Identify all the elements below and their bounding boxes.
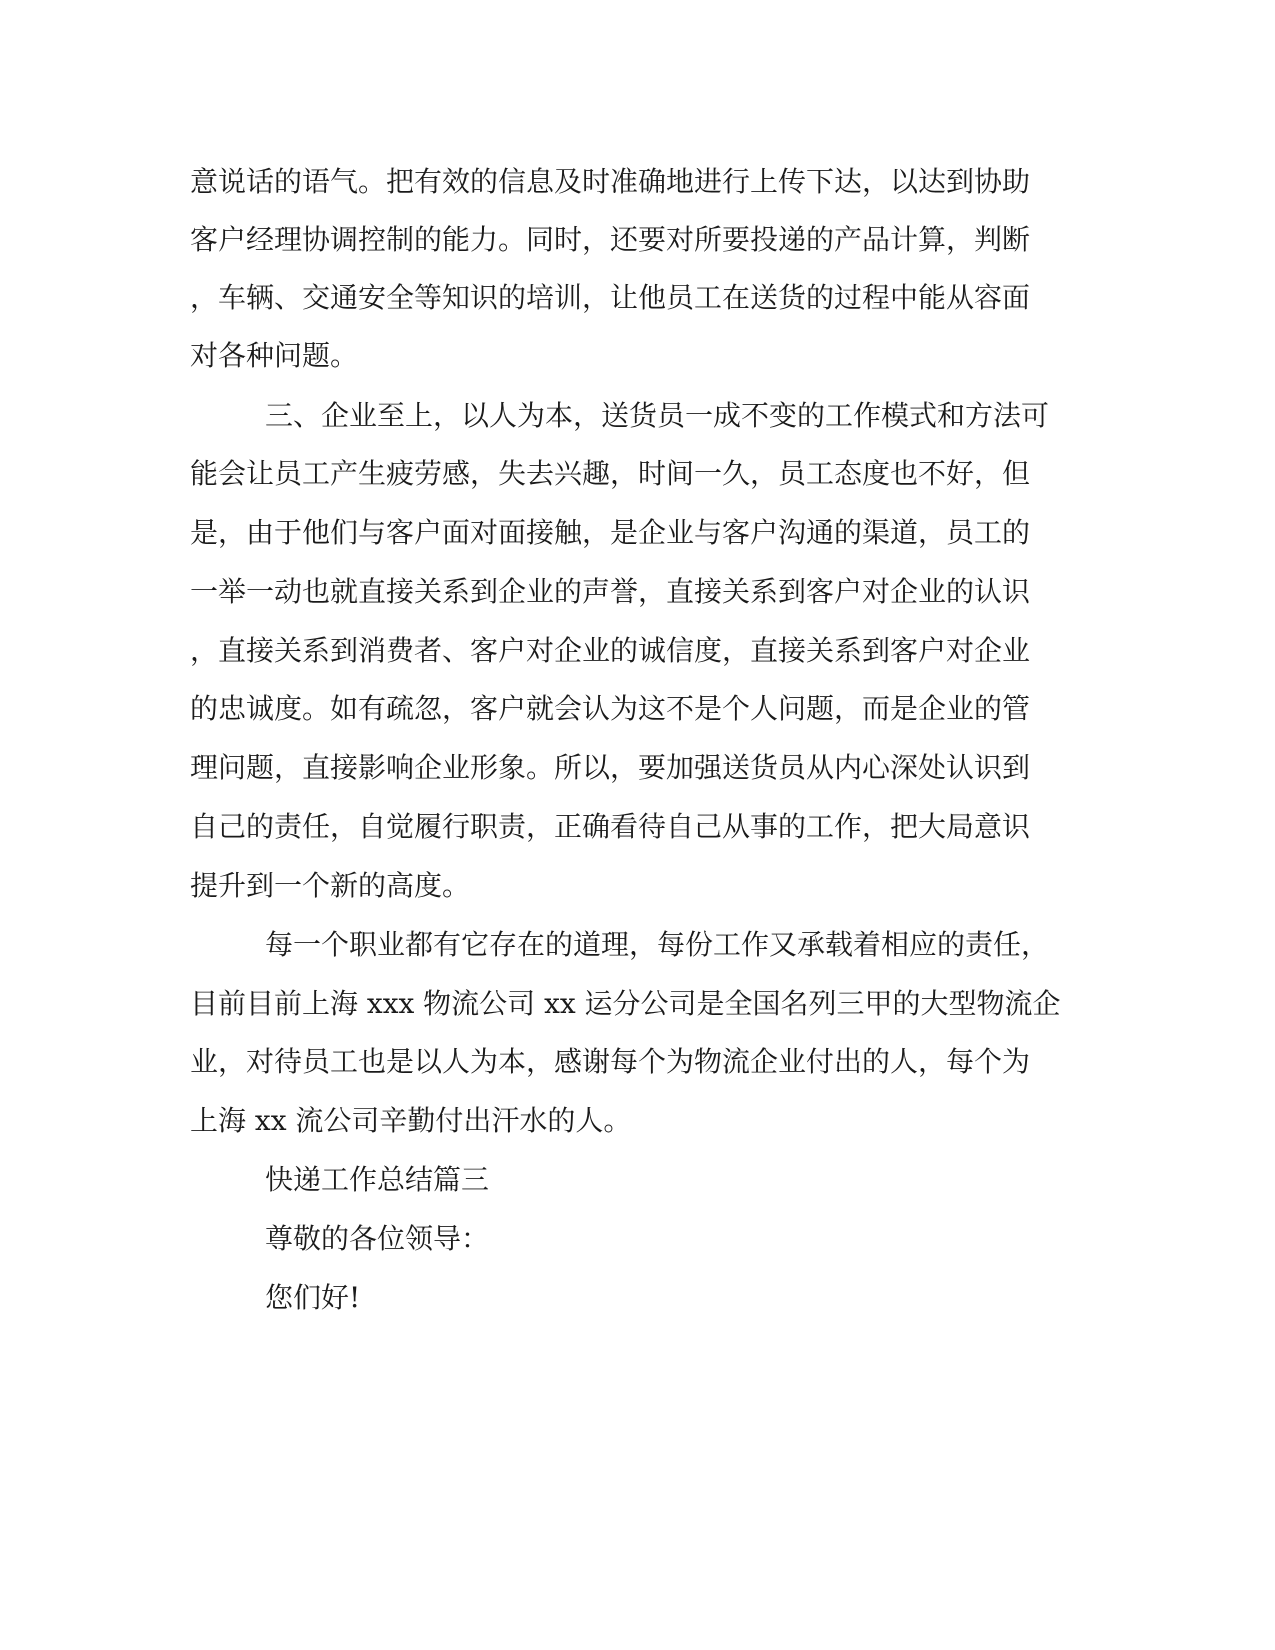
paragraph-line: 的忠诚度。如有疏忽，客户就会认为这不是个人问题，而是企业的管: [190, 692, 1031, 725]
paragraph-line: 目前目前上海 xxx 物流公司 xx 运分公司是全国名列三甲的大型物流企: [190, 987, 1061, 1020]
paragraph-line: ，直接关系到消费者、客户对企业的诚信度，直接关系到客户对企业: [190, 634, 1031, 667]
paragraph-line: 每一个职业都有它存在的道理，每份工作又承载着相应的责任，: [265, 928, 1050, 961]
greeting: 您们好!: [265, 1281, 361, 1314]
salutation: 尊敬的各位领导：: [265, 1222, 490, 1255]
paragraph-line: 意说话的语气。把有效的信息及时准确地进行上传下达，以达到协助: [190, 165, 1031, 198]
paragraph-line: 业，对待员工也是以人为本，感谢每个为物流企业付出的人，每个为: [190, 1045, 1031, 1078]
paragraph-line: 三、企业至上，以人为本，送货员一成不变的工作模式和方法可: [265, 399, 1050, 432]
paragraph-line: 一举一动也就直接关系到企业的声誉，直接关系到客户对企业的认识: [190, 575, 1031, 608]
paragraph-line: 能会让员工产生疲劳感，失去兴趣，时间一久，员工态度也不好，但: [190, 457, 1031, 490]
paragraph-line: 自己的责任，自觉履行职责，正确看待自己从事的工作，把大局意识: [190, 810, 1031, 843]
paragraph-line: 是，由于他们与客户面对面接触，是企业与客户沟通的渠道，员工的: [190, 516, 1031, 549]
paragraph-line: ，车辆、交通安全等知识的培训，让他员工在送货的过程中能从容面: [190, 281, 1031, 314]
paragraph-line: 客户经理协调控制的能力。同时，还要对所要投递的产品计算，判断: [190, 223, 1031, 256]
paragraph-line: 对各种问题。: [190, 339, 359, 372]
paragraph-line: 提升到一个新的高度。: [190, 869, 471, 902]
paragraph-line: 上海 xx 流公司辛勤付出汗水的人。: [190, 1104, 632, 1137]
section-title: 快递工作总结篇三: [265, 1163, 490, 1196]
paragraph-line: 理问题，直接影响企业形象。所以，要加强送货员从内心深处认识到: [190, 751, 1031, 784]
